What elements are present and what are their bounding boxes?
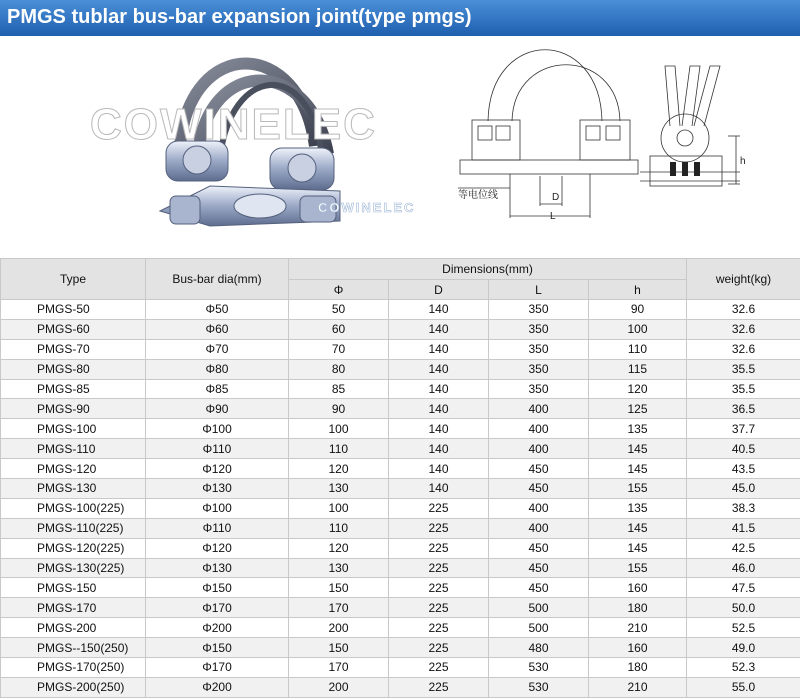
- cell-type: PMGS-200: [1, 618, 146, 638]
- cell-dia: Φ170: [146, 598, 289, 618]
- cell-phi: 50: [289, 300, 389, 320]
- cell-d: 225: [389, 538, 489, 558]
- cell-weight: 52.5: [687, 618, 800, 638]
- cell-h: 210: [589, 618, 687, 638]
- cell-phi: 200: [289, 618, 389, 638]
- table-row: [1, 578, 800, 598]
- cell-type: PMGS-50: [1, 300, 146, 320]
- cell-weight: 35.5: [687, 359, 800, 379]
- cell-d: 140: [389, 300, 489, 320]
- cell-type: PMGS-70: [1, 339, 146, 359]
- cell-weight: 37.7: [687, 419, 800, 439]
- header-d: D: [389, 280, 489, 300]
- cell-d: 140: [389, 399, 489, 419]
- cell-phi: 80: [289, 359, 389, 379]
- cell-type: PMGS-85: [1, 379, 146, 399]
- cell-l: 450: [489, 578, 589, 598]
- header-h: h: [589, 280, 687, 300]
- cell-l: 350: [489, 379, 589, 399]
- cell-dia: Φ120: [146, 538, 289, 558]
- cell-l: 450: [489, 459, 589, 479]
- cell-type: PMGS-150: [1, 578, 146, 598]
- cell-type: PMGS-170(250): [1, 658, 146, 678]
- cell-phi: 200: [289, 677, 389, 697]
- cell-l: 400: [489, 518, 589, 538]
- header-busbar-dia: Bus-bar dia(mm): [146, 259, 289, 300]
- cell-l: 350: [489, 339, 589, 359]
- table-row: [1, 498, 800, 518]
- cell-weight: 46.0: [687, 558, 800, 578]
- cell-h: 125: [589, 399, 687, 419]
- cell-l: 450: [489, 479, 589, 499]
- cell-h: 90: [589, 300, 687, 320]
- table-row: [1, 439, 800, 459]
- cell-dia: Φ200: [146, 618, 289, 638]
- table-row: [1, 677, 800, 697]
- header-type: Type: [1, 259, 146, 300]
- cell-h: 145: [589, 459, 687, 479]
- cell-d: 225: [389, 658, 489, 678]
- cell-d: 225: [389, 677, 489, 697]
- cell-weight: 40.5: [687, 439, 800, 459]
- cell-type: PMGS-80: [1, 359, 146, 379]
- cell-h: 110: [589, 339, 687, 359]
- dimension-label-d: D: [552, 192, 559, 203]
- cell-weight: 38.3: [687, 498, 800, 518]
- cell-l: 530: [489, 677, 589, 697]
- cell-h: 160: [589, 638, 687, 658]
- cell-d: 140: [389, 439, 489, 459]
- cell-phi: 130: [289, 558, 389, 578]
- cell-h: 180: [589, 658, 687, 678]
- cell-phi: 100: [289, 498, 389, 518]
- header-dimensions: Dimensions(mm): [289, 259, 687, 280]
- cell-d: 140: [389, 359, 489, 379]
- cell-l: 400: [489, 399, 589, 419]
- cell-dia: Φ150: [146, 578, 289, 598]
- cell-weight: 32.6: [687, 319, 800, 339]
- header-l: L: [489, 280, 589, 300]
- cell-weight: 45.0: [687, 479, 800, 499]
- cell-weight: 47.5: [687, 578, 800, 598]
- cell-phi: 70: [289, 339, 389, 359]
- cell-dia: Φ70: [146, 339, 289, 359]
- cell-d: 225: [389, 618, 489, 638]
- cell-l: 350: [489, 359, 589, 379]
- cell-d: 225: [389, 498, 489, 518]
- cell-h: 180: [589, 598, 687, 618]
- equipotential-line-label: 等电位线: [458, 186, 498, 201]
- cell-dia: Φ100: [146, 419, 289, 439]
- cell-dia: Φ50: [146, 300, 289, 320]
- table-row: [1, 459, 800, 479]
- table-row: [1, 319, 800, 339]
- cell-dia: Φ90: [146, 399, 289, 419]
- cell-l: 530: [489, 658, 589, 678]
- cell-phi: 170: [289, 598, 389, 618]
- cell-h: 135: [589, 419, 687, 439]
- cell-h: 145: [589, 439, 687, 459]
- cell-type: PMGS-110(225): [1, 518, 146, 538]
- header-phi: Φ: [289, 280, 389, 300]
- table-row: [1, 558, 800, 578]
- cell-weight: 49.0: [687, 638, 800, 658]
- cell-phi: 90: [289, 399, 389, 419]
- cell-weight: 42.5: [687, 538, 800, 558]
- cell-weight: 52.3: [687, 658, 800, 678]
- cell-h: 100: [589, 319, 687, 339]
- cell-d: 140: [389, 479, 489, 499]
- cell-weight: 32.6: [687, 300, 800, 320]
- cell-l: 450: [489, 538, 589, 558]
- table-row: [1, 638, 800, 658]
- cell-dia: Φ100: [146, 498, 289, 518]
- cell-h: 145: [589, 518, 687, 538]
- table-row: [1, 598, 800, 618]
- cell-phi: 120: [289, 459, 389, 479]
- cell-weight: 41.5: [687, 518, 800, 538]
- table-row: [1, 538, 800, 558]
- cell-l: 400: [489, 419, 589, 439]
- cell-d: 225: [389, 578, 489, 598]
- cell-d: 140: [389, 419, 489, 439]
- watermark-large: COWINELEC: [90, 100, 377, 150]
- cell-dia: Φ110: [146, 439, 289, 459]
- cell-l: 500: [489, 598, 589, 618]
- cell-weight: 35.5: [687, 379, 800, 399]
- cell-dia: Φ150: [146, 638, 289, 658]
- cell-h: 145: [589, 538, 687, 558]
- header-weight: weight(kg): [687, 259, 800, 300]
- cell-type: PMGS-110: [1, 439, 146, 459]
- cell-d: 140: [389, 319, 489, 339]
- cell-type: PMGS-130(225): [1, 558, 146, 578]
- cell-dia: Φ130: [146, 558, 289, 578]
- cell-weight: 32.6: [687, 339, 800, 359]
- cell-l: 350: [489, 300, 589, 320]
- cell-weight: 50.0: [687, 598, 800, 618]
- cell-dia: Φ60: [146, 319, 289, 339]
- cell-d: 225: [389, 598, 489, 618]
- cell-type: PMGS-90: [1, 399, 146, 419]
- cell-phi: 150: [289, 638, 389, 658]
- cell-type: PMGS-170: [1, 598, 146, 618]
- cell-weight: 43.5: [687, 459, 800, 479]
- cell-weight: 55.0: [687, 677, 800, 697]
- cell-dia: Φ80: [146, 359, 289, 379]
- table-row: [1, 518, 800, 538]
- cell-dia: Φ200: [146, 677, 289, 697]
- cell-type: PMGS-60: [1, 319, 146, 339]
- cell-phi: 110: [289, 439, 389, 459]
- cell-h: 160: [589, 578, 687, 598]
- cell-phi: 85: [289, 379, 389, 399]
- cell-l: 350: [489, 319, 589, 339]
- cell-dia: Φ85: [146, 379, 289, 399]
- table-row: [1, 618, 800, 638]
- cell-l: 450: [489, 558, 589, 578]
- table-row: [1, 379, 800, 399]
- cell-type: PMGS-130: [1, 479, 146, 499]
- cell-h: 120: [589, 379, 687, 399]
- cell-d: 225: [389, 638, 489, 658]
- cell-d: 140: [389, 379, 489, 399]
- dimension-label-l: L: [550, 211, 556, 222]
- product-figure-area: [0, 36, 800, 258]
- table-row: [1, 479, 800, 499]
- cell-type: PMGS-120: [1, 459, 146, 479]
- cell-phi: 130: [289, 479, 389, 499]
- cell-dia: Φ170: [146, 658, 289, 678]
- watermark-small: COWINELEC: [318, 200, 415, 215]
- cell-d: 225: [389, 558, 489, 578]
- cell-h: 155: [589, 558, 687, 578]
- table-row: [1, 399, 800, 419]
- table-row: [1, 300, 800, 320]
- cell-d: 140: [389, 459, 489, 479]
- cell-h: 135: [589, 498, 687, 518]
- cell-phi: 60: [289, 319, 389, 339]
- page-title: PMGS tublar bus-bar expansion joint(type pmgs): [7, 6, 471, 29]
- table-row: [1, 359, 800, 379]
- table-row: [1, 339, 800, 359]
- cell-phi: 170: [289, 658, 389, 678]
- cell-phi: 100: [289, 419, 389, 439]
- cell-type: PMGS--150(250): [1, 638, 146, 658]
- cell-d: 225: [389, 518, 489, 538]
- cell-h: 155: [589, 479, 687, 499]
- cell-l: 480: [489, 638, 589, 658]
- cell-type: PMGS-100: [1, 419, 146, 439]
- table-row: [1, 419, 800, 439]
- cell-l: 500: [489, 618, 589, 638]
- title-bar: [0, 0, 800, 36]
- front-view-drawing: [450, 36, 650, 236]
- cell-type: PMGS-120(225): [1, 538, 146, 558]
- cell-d: 140: [389, 339, 489, 359]
- cell-phi: 150: [289, 578, 389, 598]
- cell-type: PMGS-200(250): [1, 677, 146, 697]
- cell-phi: 110: [289, 518, 389, 538]
- cell-l: 400: [489, 439, 589, 459]
- side-view-drawing: [640, 36, 790, 236]
- cell-type: PMGS-100(225): [1, 498, 146, 518]
- cell-weight: 36.5: [687, 399, 800, 419]
- cell-dia: Φ120: [146, 459, 289, 479]
- table-row: [1, 658, 800, 678]
- cell-h: 115: [589, 359, 687, 379]
- dimension-label-h: h: [740, 156, 746, 167]
- cell-dia: Φ130: [146, 479, 289, 499]
- specification-table: [0, 258, 800, 698]
- cell-h: 210: [589, 677, 687, 697]
- cell-l: 400: [489, 498, 589, 518]
- cell-dia: Φ110: [146, 518, 289, 538]
- cell-phi: 120: [289, 538, 389, 558]
